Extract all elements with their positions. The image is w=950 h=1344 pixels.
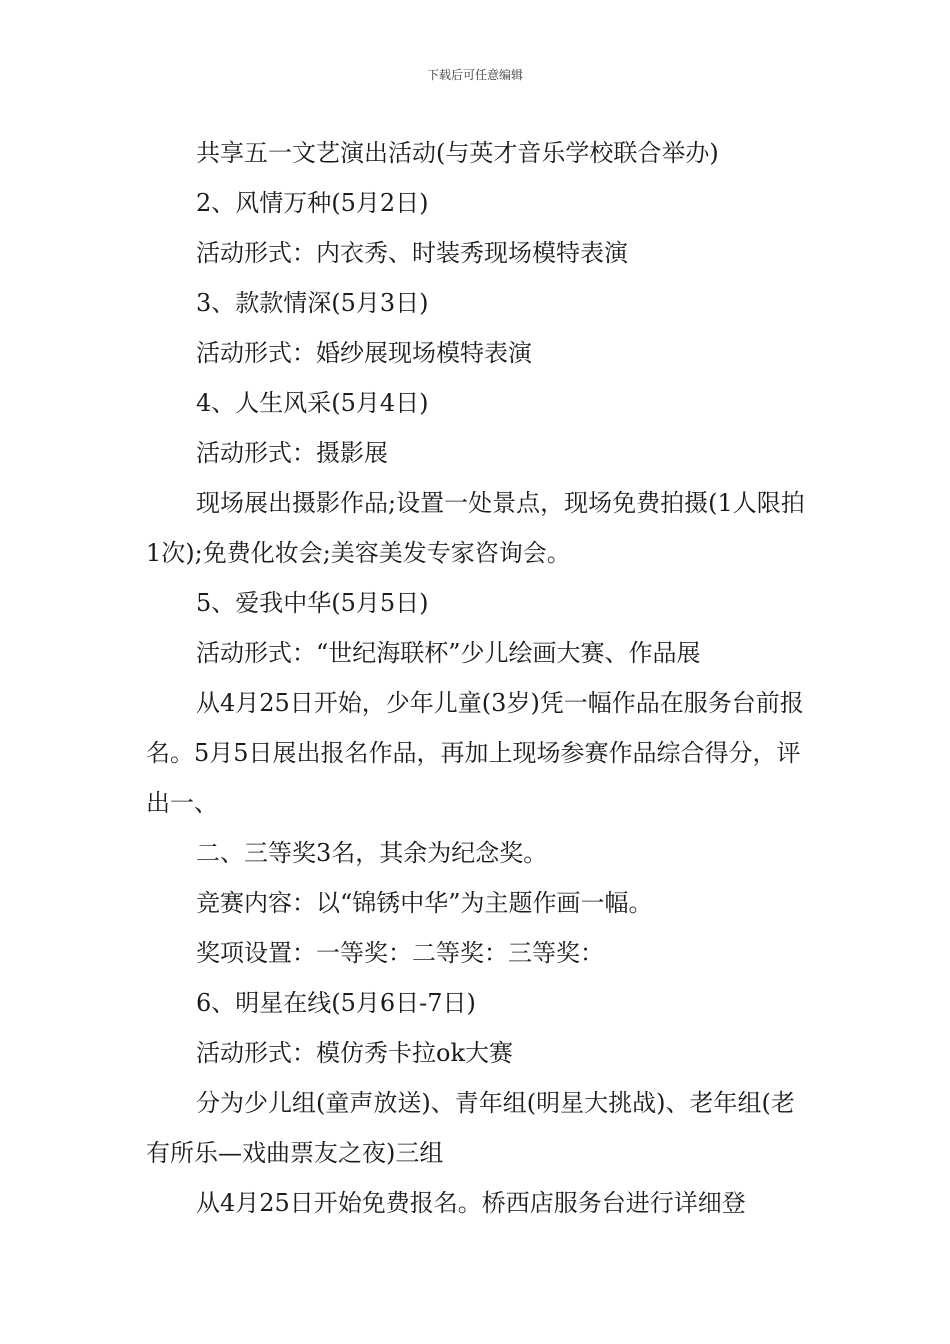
paragraph-form-3: 活动形式：婚纱展现场模特表演 <box>196 339 532 367</box>
paragraph-award-settings: 奖项设置：一等奖：二等奖：三等奖： <box>196 939 604 967</box>
page-header-note: 下载后可任意编辑 <box>426 68 523 82</box>
paragraph-heading-5: 5、爱我中华(5月5日) <box>196 589 429 617</box>
paragraph-heading-6: 6、明星在线(5月6日-7日) <box>196 989 476 1017</box>
paragraph-contest-content: 竞赛内容：以“锦锈中华”为主题作画一幅。 <box>196 889 653 917</box>
paragraph-heading-3: 3、款款情深(5月3日) <box>196 289 429 317</box>
paragraph-heading-4: 4、人生风采(5月4日) <box>196 389 429 417</box>
paragraph-awards-count: 二、三等奖3名，其余为纪念奖。 <box>196 839 548 867</box>
paragraph-groups: 分为少儿组(童声放送)、青年组(明星大挑战)、老年组(老有所乐—戏曲票友之夜)三组 <box>146 1089 795 1167</box>
document-body <box>146 128 810 1228</box>
paragraph-registration: 从4月25日开始免费报名。桥西店服务台进行详细登 <box>196 1189 746 1217</box>
paragraph-form-2: 活动形式：内衣秀、时装秀现场模特表演 <box>196 239 628 267</box>
paragraph-photo-details: 现场展出摄影作品;设置一处景点，现场免费拍摄(1人限拍1次);免费化妆会;美容美发专家咨询会。 <box>146 489 805 567</box>
paragraph-performance: 共享五一文艺演出活动(与英才音乐学校联合举办) <box>196 139 719 167</box>
paragraph-painting-details: 从4月25日开始，少年儿童(3岁)凭一幅作品在服务台前报名。5月5日展出报名作品，再加上现场参赛作品综合得分，评出一、 <box>146 689 804 817</box>
paragraph-heading-2: 2、风情万种(5月2日) <box>196 189 429 217</box>
paragraph-form-5: 活动形式：“世纪海联杯”少儿绘画大赛、作品展 <box>196 639 701 667</box>
paragraph-form-6: 活动形式：模仿秀卡拉ok大赛 <box>196 1039 513 1067</box>
paragraph-form-4: 活动形式：摄影展 <box>196 439 388 467</box>
